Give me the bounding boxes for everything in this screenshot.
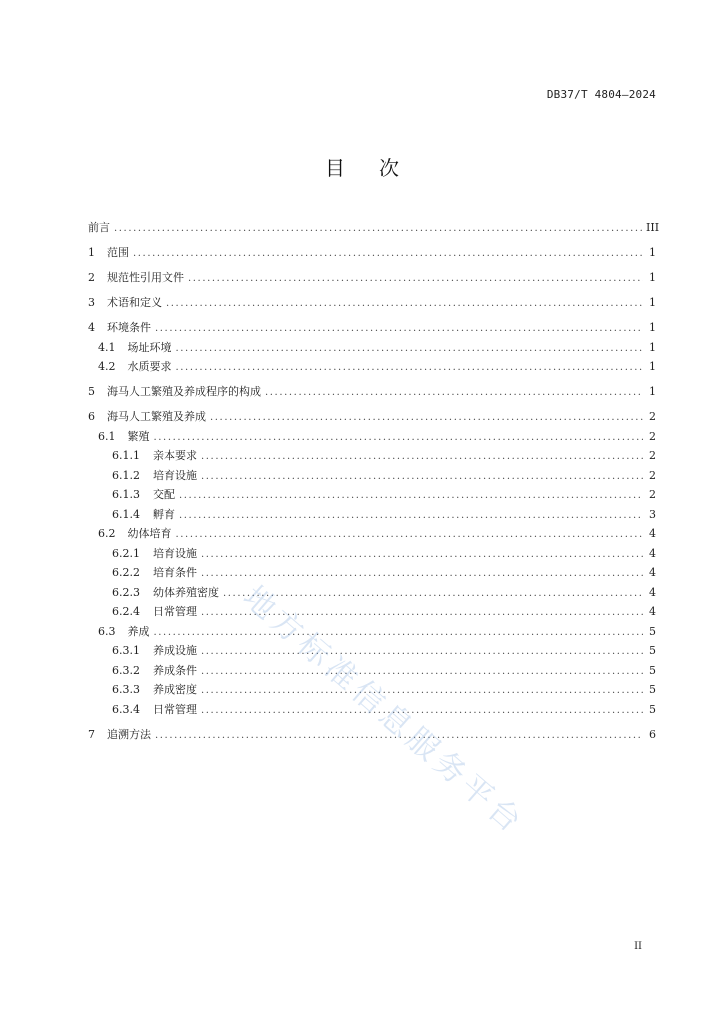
toc-entry-number: 4.1 xyxy=(98,340,116,354)
toc-dot-leader xyxy=(179,487,643,506)
toc-entry-page: 5 xyxy=(649,702,656,716)
toc-entry-title: 范围 xyxy=(107,246,129,259)
toc-entry-page: 2 xyxy=(649,488,656,501)
toc-entry-title: 养成条件 xyxy=(153,663,197,677)
toc-entry-page: 5 xyxy=(649,663,656,677)
toc-entry-number: 6.3.1 xyxy=(112,644,140,657)
toc-entry[interactable] xyxy=(88,545,656,565)
page-number: II xyxy=(634,941,642,952)
toc-entry[interactable] xyxy=(88,428,656,448)
toc-entry-page: 6 xyxy=(649,727,656,741)
toc-entry-title: 孵育 xyxy=(153,507,175,521)
toc-entry-title: 交配 xyxy=(153,488,175,501)
toc-dot-leader xyxy=(201,565,643,584)
toc-dot-leader xyxy=(201,643,643,662)
toc-entry-number: 6.2.3 xyxy=(112,585,140,599)
toc-entry-title: 海马人工繁殖及养成 xyxy=(107,410,206,423)
toc-entry[interactable] xyxy=(88,564,656,584)
toc-dot-leader xyxy=(201,604,643,623)
toc-entry-number: 6.2 xyxy=(98,527,116,540)
toc-entry-page: 4 xyxy=(649,566,656,579)
toc-entry-page: 2 xyxy=(649,429,656,443)
toc-entry-number: 4.2 xyxy=(98,360,116,373)
toc-entry-page: 4 xyxy=(649,546,656,560)
toc-entry-title: 环境条件 xyxy=(107,321,151,334)
toc-entry-number: 6 xyxy=(88,410,95,423)
toc-entry-page: 1 xyxy=(649,360,656,373)
toc-entry-page: 2 xyxy=(649,410,656,423)
watermark: 地方标准信息服务平台 xyxy=(236,578,532,843)
toc-entry-page: 5 xyxy=(649,683,656,696)
toc-dot-leader xyxy=(154,624,644,643)
toc-dot-leader xyxy=(179,507,643,526)
toc-dot-leader xyxy=(201,702,643,721)
toc-entry-page: 3 xyxy=(649,507,656,521)
toc-dot-leader xyxy=(223,585,643,604)
toc-entry[interactable] xyxy=(88,339,656,359)
toc-entry-title: 培育条件 xyxy=(153,566,197,579)
toc-entry-number: 6.1.2 xyxy=(112,468,140,482)
toc-entry-number: 4 xyxy=(88,321,95,334)
toc-entry-number: 6.1.4 xyxy=(112,507,140,521)
toc-entry-title: 养成密度 xyxy=(153,683,197,696)
toc-entry-page: 5 xyxy=(649,624,656,638)
toc-dot-leader xyxy=(166,295,643,314)
toc-entry-number: 6.2.1 xyxy=(112,546,140,560)
toc-entry-page: 1 xyxy=(649,321,656,334)
toc-dot-leader xyxy=(155,320,643,339)
toc-entry-title: 前言 xyxy=(88,221,110,234)
toc-entry-title: 养成 xyxy=(127,624,150,638)
toc-entry-number: 6.2.4 xyxy=(112,605,140,618)
toc-entry-title: 幼体培育 xyxy=(127,527,172,540)
toc-entry-page: 1 xyxy=(649,296,656,309)
toc-dot-leader xyxy=(176,359,644,378)
toc-entry[interactable] xyxy=(88,383,656,403)
toc-entry-page: 1 xyxy=(649,340,656,354)
toc-entry-page: 5 xyxy=(649,644,656,657)
toc-entry-title: 繁殖 xyxy=(127,429,150,443)
toc-dot-leader xyxy=(154,429,644,448)
toc-entry-title: 术语和定义 xyxy=(107,296,162,309)
toc-dot-leader xyxy=(133,245,643,264)
toc-entry-title: 亲本要求 xyxy=(153,449,197,462)
toc-entry-page: 1 xyxy=(649,271,656,284)
toc-entry-title: 海马人工繁殖及养成程序的构成 xyxy=(107,385,261,398)
toc-entry[interactable] xyxy=(88,219,660,239)
toc-dot-leader xyxy=(265,384,643,403)
toc-entry[interactable] xyxy=(88,294,656,314)
toc-entry-page: 1 xyxy=(649,385,656,398)
toc-entry-page: 4 xyxy=(649,605,656,618)
toc-entry[interactable] xyxy=(88,642,656,662)
toc-entry-title: 水质要求 xyxy=(127,360,172,373)
toc-entry[interactable] xyxy=(88,244,656,264)
toc-entry-number: 6.1 xyxy=(98,429,116,443)
toc-entry-title: 培育设施 xyxy=(153,468,197,482)
toc-entry-number: 2 xyxy=(88,271,95,284)
toc-dot-leader xyxy=(201,468,643,487)
toc-dot-leader xyxy=(201,546,643,565)
toc-entry-title: 幼体养殖密度 xyxy=(153,585,219,599)
toc-entry-number: 6.3.2 xyxy=(112,663,140,677)
toc-entry[interactable] xyxy=(88,319,656,339)
toc-dot-leader xyxy=(210,409,643,428)
toc-entry-number: 5 xyxy=(88,385,95,398)
toc-entry-title: 养成设施 xyxy=(153,644,197,657)
toc-entry-title: 规范性引用文件 xyxy=(107,271,184,284)
toc-entry[interactable] xyxy=(88,486,656,506)
toc-entry-number: 1 xyxy=(88,246,95,259)
toc-entry[interactable] xyxy=(88,467,656,487)
toc-entry-title: 培育设施 xyxy=(153,546,197,560)
toc-dot-leader xyxy=(188,270,643,289)
toc-entry-title: 场址环境 xyxy=(127,340,172,354)
toc-entry-title: 追溯方法 xyxy=(107,727,151,741)
toc-entry-number: 3 xyxy=(88,296,95,309)
toc-entry[interactable] xyxy=(88,726,656,746)
toc-dot-leader xyxy=(176,340,644,359)
toc-entry-page: 2 xyxy=(649,468,656,482)
toc-dot-leader xyxy=(201,682,643,701)
toc-entry[interactable] xyxy=(88,358,656,378)
toc-entry-number: 6.1.1 xyxy=(112,449,140,462)
toc-entry-page: III xyxy=(646,221,660,234)
toc-dot-leader xyxy=(176,526,644,545)
toc-entry-page: 4 xyxy=(649,527,656,540)
toc-entry-number: 6.3 xyxy=(98,624,116,638)
toc-entry-page: 1 xyxy=(649,246,656,259)
toc-entry-number: 7 xyxy=(88,727,95,741)
toc-entry[interactable] xyxy=(88,269,656,289)
toc-entry-number: 6.1.3 xyxy=(112,488,140,501)
toc-entry[interactable] xyxy=(88,525,656,545)
toc-entry-title: 日常管理 xyxy=(153,702,197,716)
standard-code: DB37/T 4804—2024 xyxy=(546,88,656,101)
toc-entry-title: 日常管理 xyxy=(153,605,197,618)
toc-entry-number: 6.3.4 xyxy=(112,702,140,716)
toc-entry[interactable] xyxy=(88,662,656,682)
toc-entry[interactable] xyxy=(88,681,656,701)
toc-entry-number: 6.2.2 xyxy=(112,566,140,579)
toc-entry[interactable] xyxy=(88,603,656,623)
toc-dot-leader xyxy=(155,727,643,746)
toc-entry[interactable] xyxy=(88,447,656,467)
toc-entry-page: 2 xyxy=(649,449,656,462)
table-of-contents xyxy=(88,219,660,745)
toc-entry-page: 4 xyxy=(649,585,656,599)
toc-entry[interactable] xyxy=(88,701,656,721)
page-title: 目次 xyxy=(325,156,433,180)
toc-dot-leader xyxy=(201,448,643,467)
toc-dot-leader xyxy=(201,663,643,682)
toc-entry-number: 6.3.3 xyxy=(112,683,140,696)
toc-entry[interactable] xyxy=(88,623,656,643)
toc-dot-leader xyxy=(114,220,643,239)
toc-entry[interactable] xyxy=(88,584,656,604)
toc-entry[interactable] xyxy=(88,506,656,526)
toc-entry[interactable] xyxy=(88,408,656,428)
